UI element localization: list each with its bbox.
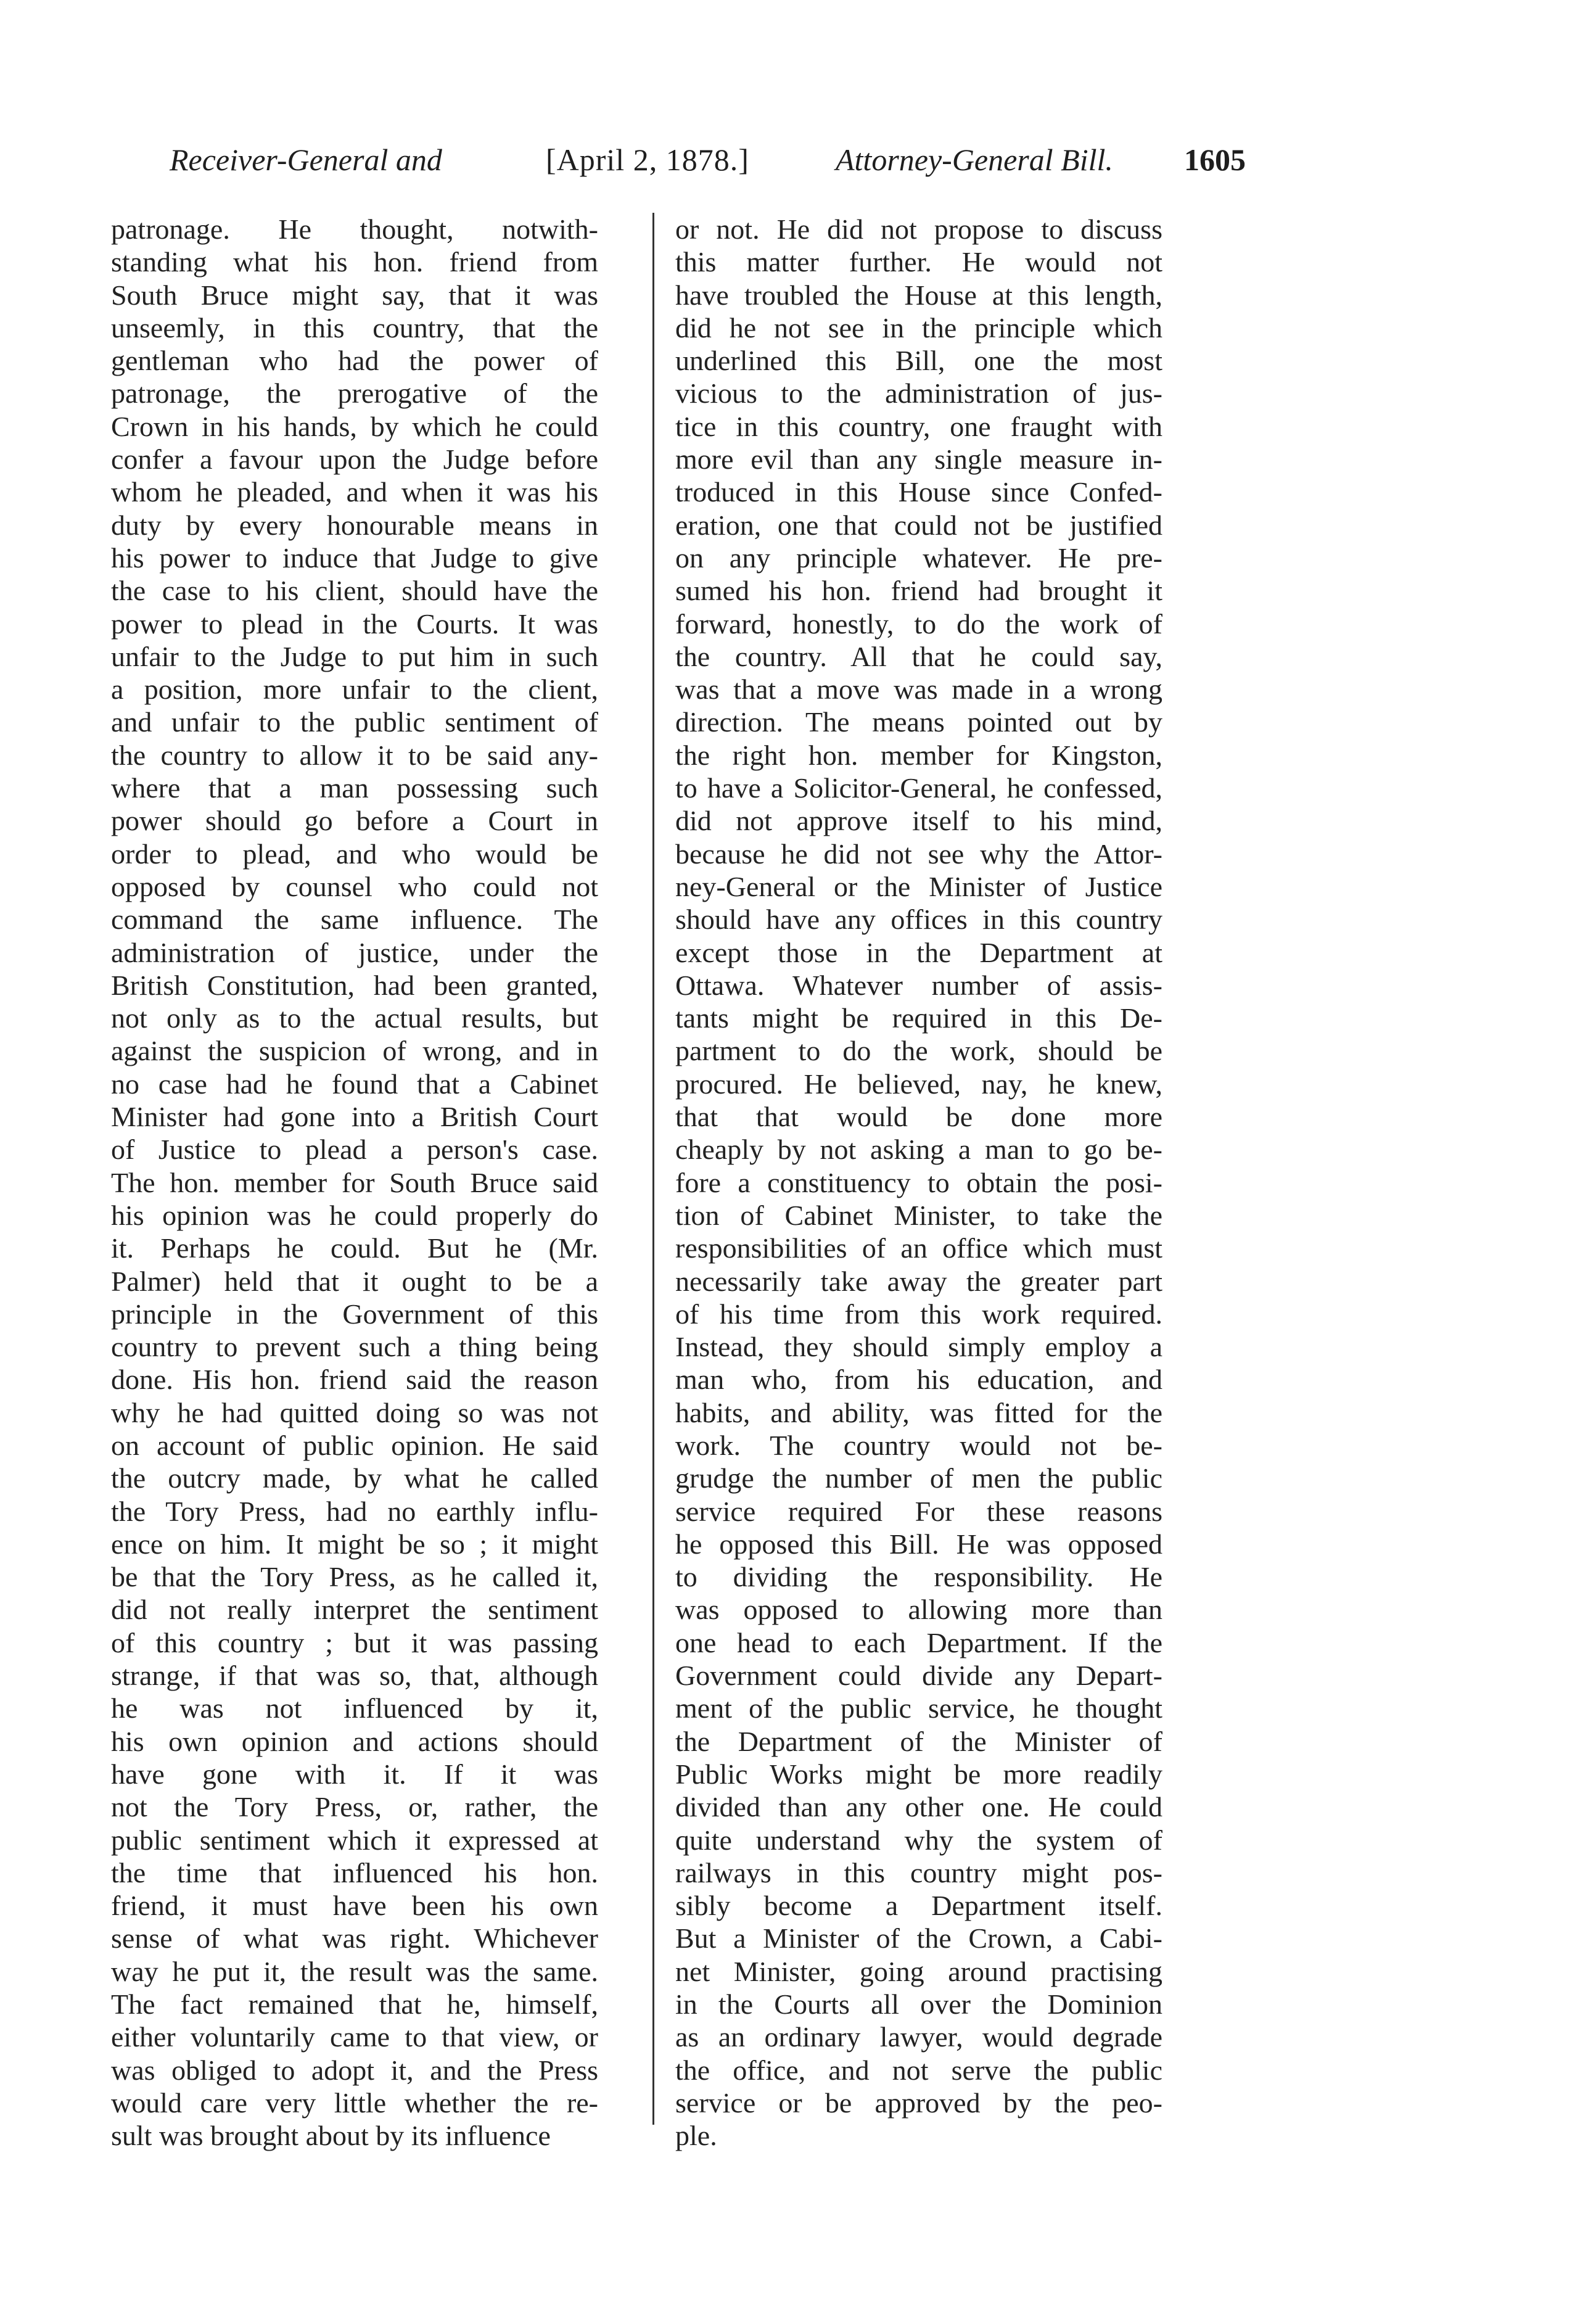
text-line: eration, one that could not be justified bbox=[675, 509, 1162, 541]
text-line: that that would be done more bbox=[675, 1101, 1162, 1133]
text-line: done. His hon. friend said the reason bbox=[111, 1364, 598, 1396]
text-line: a position, more unfair to the client, bbox=[111, 673, 598, 706]
header-right-title: Attorney-General Bill. bbox=[836, 142, 1113, 177]
text-line: standing what his hon. friend from bbox=[111, 246, 598, 278]
text-line: way he put it, the result was the same. bbox=[111, 1955, 598, 1987]
text-line: tice in this country, one fraught with bbox=[675, 410, 1162, 442]
text-line: on account of public opinion. He said bbox=[111, 1429, 598, 1461]
text-line: procured. He believed, nay, he knew, bbox=[675, 1068, 1162, 1100]
text-line: gentleman who had the power of bbox=[111, 345, 598, 377]
text-line: Public Works might be more readily bbox=[675, 1758, 1162, 1790]
text-line: ence on him. It might be so ; it might bbox=[111, 1528, 598, 1560]
text-line: did he not see in the principle which bbox=[675, 311, 1162, 344]
text-line: sult was brought about by its influence bbox=[111, 2120, 551, 2152]
text-line: sibly become a Department itself. bbox=[675, 1890, 1162, 1922]
text-line: was obliged to adopt it, and the Press bbox=[111, 2054, 598, 2086]
text-line: South Bruce might say, that it was bbox=[111, 279, 598, 311]
text-line: command the same influence. The bbox=[111, 904, 598, 936]
text-line: or not. He did not propose to discuss bbox=[675, 213, 1162, 245]
text-line: tion of Cabinet Minister, to take the bbox=[675, 1199, 1162, 1231]
text-line: But a Minister of the Crown, a Cabi- bbox=[675, 1922, 1162, 1954]
text-line: divided than any other one. He could bbox=[675, 1791, 1162, 1823]
text-line: he opposed this Bill. He was opposed bbox=[675, 1528, 1162, 1560]
text-line: would care very little whether the re- bbox=[111, 2086, 598, 2119]
text-line: did not approve itself to his mind, bbox=[675, 805, 1162, 837]
text-line: except those in the Department at bbox=[675, 936, 1162, 968]
text-line: forward, honestly, to do the work of bbox=[675, 608, 1162, 640]
text-line: friend, it must have been his own bbox=[111, 1890, 598, 1922]
text-line: the country. All that he could say, bbox=[675, 640, 1162, 672]
text-line: to have a Solicitor-General, he confessed, bbox=[675, 772, 1162, 804]
text-line: it. Perhaps he could. But he (Mr. bbox=[111, 1232, 598, 1264]
text-line: was opposed to allowing more than bbox=[675, 1594, 1162, 1626]
text-line: not only as to the actual results, but bbox=[111, 1002, 598, 1034]
text-line: he was not influenced by it, bbox=[111, 1692, 598, 1724]
text-line: whom he pleaded, and when it was his bbox=[111, 476, 598, 508]
text-line: country to prevent such a thing being bbox=[111, 1331, 598, 1363]
text-line: habits, and ability, was fitted for the bbox=[675, 1396, 1162, 1428]
column-divider bbox=[652, 213, 654, 2125]
text-line: troduced in this House since Confed- bbox=[675, 476, 1162, 508]
text-line: either voluntarily came to that view, or bbox=[111, 2021, 598, 2053]
text-line: was that a move was made in a wrong bbox=[675, 673, 1162, 706]
text-line: fore a constituency to obtain the posi- bbox=[675, 1166, 1162, 1198]
text-line: net Minister, going around practising bbox=[675, 1955, 1162, 1987]
text-line: patronage, the prerogative of the bbox=[111, 377, 598, 410]
text-line: power to plead in the Courts. It was bbox=[111, 608, 598, 640]
page-number: 1605 bbox=[1184, 142, 1246, 177]
text-line: the outcry made, by what he called bbox=[111, 1462, 598, 1494]
text-line: tants might be required in this De- bbox=[675, 1002, 1162, 1034]
text-line: Ottawa. Whatever number of assis- bbox=[675, 969, 1162, 1001]
text-line: necessarily take away the greater part bbox=[675, 1265, 1162, 1297]
text-line: on any principle whatever. He pre- bbox=[675, 542, 1162, 574]
text-line: order to plead, and who would be bbox=[111, 838, 598, 870]
text-line: and unfair to the public sentiment of bbox=[111, 706, 598, 738]
left-text-column bbox=[111, 213, 598, 2152]
text-line: of his time from this work required. bbox=[675, 1298, 1162, 1330]
text-line: sumed his hon. friend had brought it bbox=[675, 575, 1162, 607]
text-line: Minister had gone into a British Court bbox=[111, 1101, 598, 1133]
text-line: no case had he found that a Cabinet bbox=[111, 1068, 598, 1100]
text-line: unseemly, in this country, that the bbox=[111, 311, 598, 344]
text-line: did not really interpret the sentiment bbox=[111, 1594, 598, 1626]
text-line: responsibilities of an office which must bbox=[675, 1232, 1162, 1264]
text-line: his opinion was he could properly do bbox=[111, 1199, 598, 1231]
text-line: work. The country would not be- bbox=[675, 1429, 1162, 1461]
text-line: have troubled the House at this length, bbox=[675, 279, 1162, 311]
text-line: not the Tory Press, or, rather, the bbox=[111, 1791, 598, 1823]
text-line: service required For these reasons bbox=[675, 1495, 1162, 1527]
text-line: The hon. member for South Bruce said bbox=[111, 1166, 598, 1198]
text-line: the case to his client, should have the bbox=[111, 575, 598, 607]
text-line: the right hon. member for Kingston, bbox=[675, 739, 1162, 771]
text-line: be that the Tory Press, as he called it, bbox=[111, 1561, 598, 1593]
text-line: railways in this country might pos- bbox=[675, 1856, 1162, 1889]
text-line: this matter further. He would not bbox=[675, 246, 1162, 278]
text-line: why he had quitted doing so was not bbox=[111, 1396, 598, 1428]
text-line: partment to do the work, should be bbox=[675, 1035, 1162, 1067]
text-line: because he did not see why the Attor- bbox=[675, 838, 1162, 870]
header-date: [April 2, 1878.] bbox=[546, 142, 749, 177]
running-header bbox=[170, 142, 1246, 185]
text-line: his power to induce that Judge to give bbox=[111, 542, 598, 574]
text-line: more evil than any single measure in- bbox=[675, 443, 1162, 476]
text-line: the time that influenced his hon. bbox=[111, 1856, 598, 1889]
text-line: where that a man possessing such bbox=[111, 772, 598, 804]
text-line: power should go before a Court in bbox=[111, 805, 598, 837]
text-line: to dividing the responsibility. He bbox=[675, 1561, 1162, 1593]
text-line: Instead, they should simply employ a bbox=[675, 1331, 1162, 1363]
text-line: should have any offices in this country bbox=[675, 904, 1162, 936]
text-line: ney-General or the Minister of Justice bbox=[675, 870, 1162, 902]
text-line: the office, and not serve the public bbox=[675, 2054, 1162, 2086]
text-line: Crown in his hands, by which he could bbox=[111, 410, 598, 442]
text-line: Government could divide any Depart- bbox=[675, 1660, 1162, 1692]
text-line: of Justice to plead a person's case. bbox=[111, 1134, 598, 1166]
header-left-title: Receiver-General and bbox=[170, 142, 442, 177]
text-line: unfair to the Judge to put him in such bbox=[111, 640, 598, 672]
text-line: his own opinion and actions should bbox=[111, 1725, 598, 1757]
text-line: confer a favour upon the Judge before bbox=[111, 443, 598, 476]
text-line: opposed by counsel who could not bbox=[111, 870, 598, 902]
text-line: vicious to the administration of jus- bbox=[675, 377, 1162, 410]
text-line: Palmer) held that it ought to be a bbox=[111, 1265, 598, 1297]
text-line: British Constitution, had been granted, bbox=[111, 969, 598, 1001]
text-line: have gone with it. If it was bbox=[111, 1758, 598, 1790]
text-line: one head to each Department. If the bbox=[675, 1626, 1162, 1658]
text-line: as an ordinary lawyer, would degrade bbox=[675, 2021, 1162, 2053]
text-line: public sentiment which it expressed at bbox=[111, 1824, 598, 1856]
text-line: man who, from his education, and bbox=[675, 1364, 1162, 1396]
text-line: cheaply by not asking a man to go be- bbox=[675, 1134, 1162, 1166]
right-text-column bbox=[675, 213, 1162, 2152]
text-line: patronage. He thought, notwith- bbox=[111, 213, 598, 245]
text-line: sense of what was right. Whichever bbox=[111, 1922, 598, 1954]
text-line: ment of the public service, he thought bbox=[675, 1692, 1162, 1724]
text-line: the country to allow it to be said any- bbox=[111, 739, 598, 771]
text-line: underlined this Bill, one the most bbox=[675, 345, 1162, 377]
text-line: the Department of the Minister of bbox=[675, 1725, 1162, 1757]
text-line: ple. bbox=[675, 2120, 717, 2152]
text-line: against the suspicion of wrong, and in bbox=[111, 1035, 598, 1067]
text-line: administration of justice, under the bbox=[111, 936, 598, 968]
text-line: grudge the number of men the public bbox=[675, 1462, 1162, 1494]
text-line: of this country ; but it was passing bbox=[111, 1626, 598, 1658]
text-line: the Tory Press, had no earthly influ- bbox=[111, 1495, 598, 1527]
text-line: service or be approved by the peo- bbox=[675, 2086, 1162, 2119]
text-line: strange, if that was so, that, although bbox=[111, 1660, 598, 1692]
text-line: in the Courts all over the Dominion bbox=[675, 1988, 1162, 2020]
text-line: principle in the Government of this bbox=[111, 1298, 598, 1330]
text-line: The fact remained that he, himself, bbox=[111, 1988, 598, 2020]
text-line: direction. The means pointed out by bbox=[675, 706, 1162, 738]
text-line: quite understand why the system of bbox=[675, 1824, 1162, 1856]
text-line: duty by every honourable means in bbox=[111, 509, 598, 541]
